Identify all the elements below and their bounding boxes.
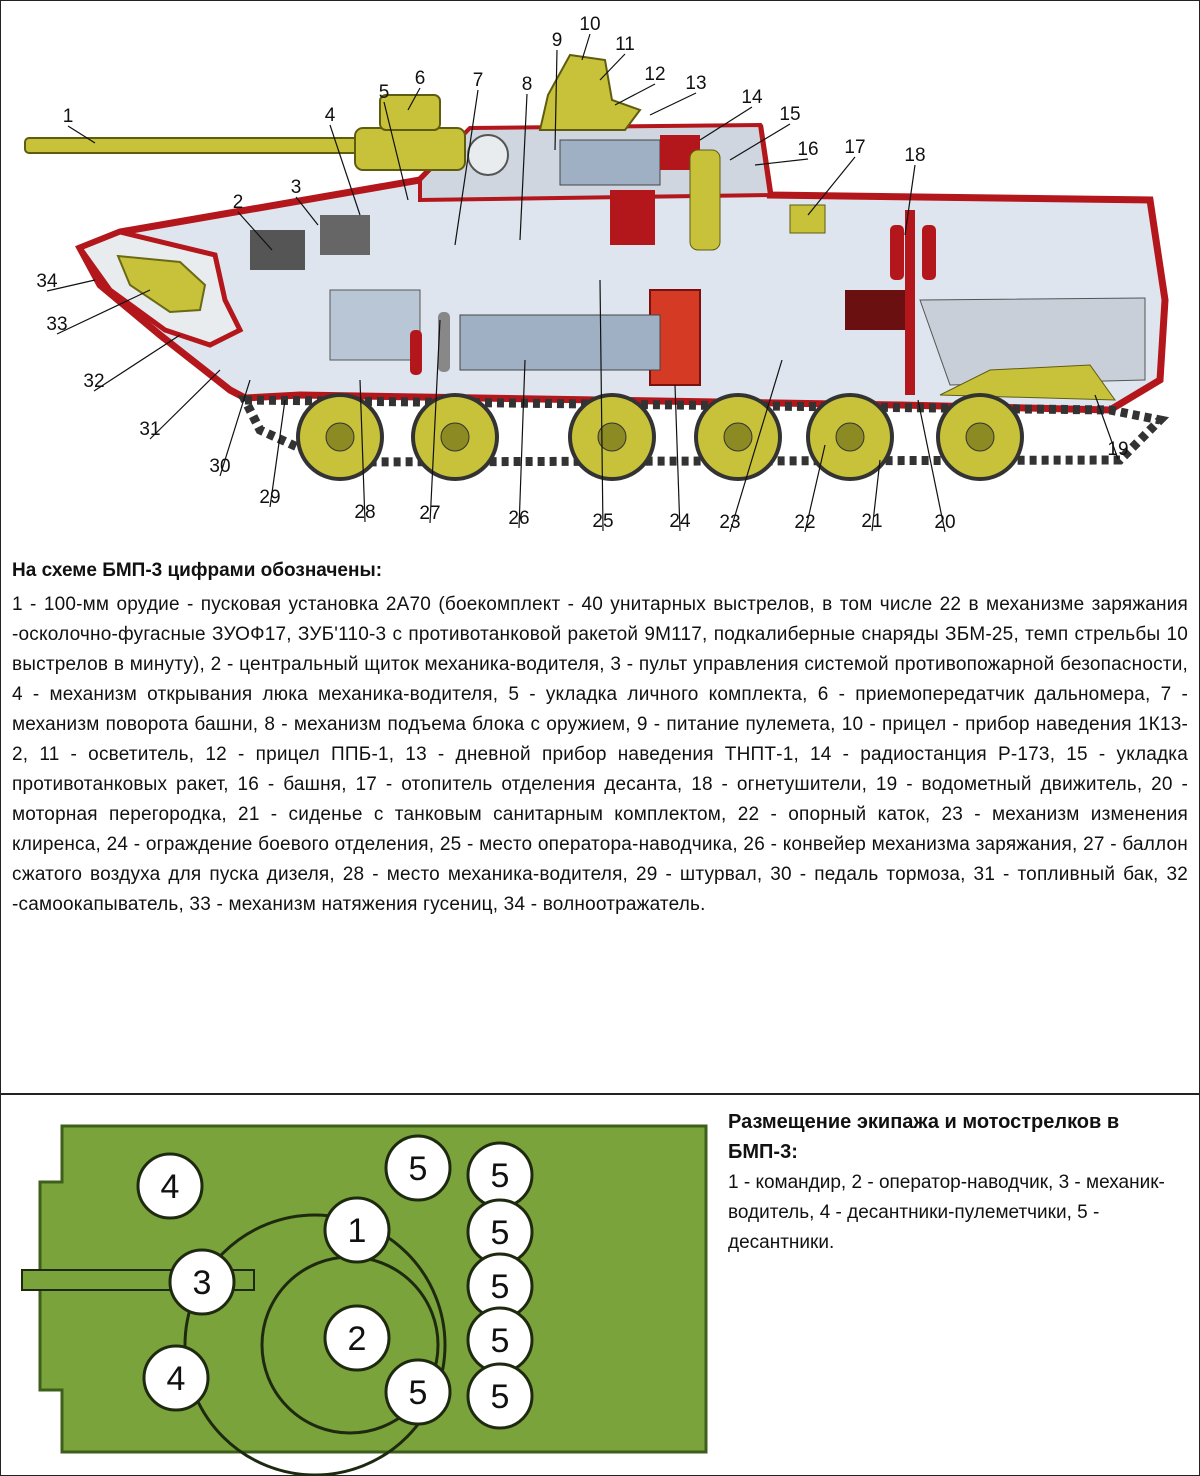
callout-number: 24 [669, 511, 691, 532]
callout-number: 6 [414, 68, 426, 89]
sight-block [540, 55, 640, 130]
section-divider [0, 1093, 1200, 1095]
callout-number: 28 [354, 502, 376, 523]
callout-number: 2 [232, 192, 244, 213]
wheel-hub [836, 423, 864, 451]
seat-number: 3 [192, 1264, 212, 1302]
callout-number: 10 [579, 14, 601, 35]
callout-number: 16 [797, 139, 819, 160]
callout-number: 32 [83, 371, 105, 392]
callout-number: 12 [644, 64, 666, 85]
seat-number: 5 [490, 1322, 510, 1360]
callout-number: 3 [290, 177, 302, 198]
callout-leader-line [650, 93, 696, 115]
seat-number: 2 [347, 1320, 367, 1358]
callout-number: 29 [259, 487, 281, 508]
seat-number: 5 [408, 1150, 428, 1188]
crew-title: Размещение экипажа и мотострелков в БМП-3: [728, 1111, 1120, 1163]
crew-text: 1 - командир, 2 - оператор-наводчик, 3 - механик-водитель, 4 - десантники-пулеметчики, 5 - десантники. [728, 1172, 1165, 1253]
callout-number: 7 [472, 70, 484, 91]
callout-number: 18 [904, 145, 926, 166]
callout-number: 33 [46, 314, 68, 335]
bmp3-cutaway-diagram [0, 0, 1200, 550]
callout-number: 17 [844, 137, 866, 158]
wheel-hub [326, 423, 354, 451]
callout-number: 19 [1107, 439, 1129, 460]
callout-number: 5 [378, 82, 390, 103]
seat-number: 5 [490, 1268, 510, 1306]
seat-number: 1 [347, 1212, 367, 1250]
callout-number: 34 [36, 271, 58, 292]
callout-number: 23 [719, 512, 741, 533]
crew-placement-plan [0, 1100, 720, 1476]
callout-number: 13 [685, 73, 707, 94]
callout-number: 20 [934, 512, 956, 533]
callout-number: 14 [741, 87, 763, 108]
callout-number: 11 [615, 34, 635, 55]
callout-number: 21 [861, 511, 883, 532]
wheel-hub [441, 423, 469, 451]
callout-leader-line [615, 84, 655, 105]
legend-text: 1 - 100-мм орудие - пусковая установка 2А70 (боекомплект - 40 унитарных выстрелов, в том числе 22 в механизме заряжания -осколочно-фугасные ЗУОФ17, ЗУБ'110-3 с противотанковой ракетой 9М117, подкалиберные снаряды ЗБМ-25, темп стрельбы 10 выстрелов в минуту), 2 - центральный щиток механика-водителя, 3 - пульт управления системой противопожарной безопасности, 4 - механизм открывания люка механика-водителя, 5 - укладка личного комплекта, 6 - приемопередатчик дальномера, 7 - механизм поворота башни, 8 - механизм подъема блока с оружием, 9 - питание пулемета, 10 - прицел - прибор наведения 1К13-2, 11 - осветитель, 12 - прицел ППБ-1, 13 - дневной прибор наведения ТНПТ-1, 14 - радиостанция Р-173, 15 - укладка противотанковых ракет, 16 - башня, 17 - отопитель отделения десанта, 18 - огнетушители, 19 - водометный движитель, 20 - моторная перегородка, 21 - сиденье с танковым санитарным комплектом, 22 - опорный каток, 23 - механизм изменения клиренса, 24 - ограждение боевого отделения, 25 - место оператора-наводчика, 26 - конвейер механизма заряжания, 27 - баллон сжатого воздуха для пуска дизеля, 28 - место механика-водителя, 29 - штурвал, 30 - педаль тормоза, 31 - топливный бак, 32 -самоокапыватель, 33 - механизм натяжения гусениц, 34 - волноотражатель. [12, 594, 1188, 915]
callout-leader-line [94, 335, 180, 391]
callout-number: 1 [62, 106, 74, 127]
seat-number: 5 [490, 1378, 510, 1416]
callout-leader-line [582, 34, 590, 60]
seat-number: 5 [490, 1214, 510, 1252]
callout-number: 22 [794, 512, 816, 533]
callout-number: 31 [139, 419, 161, 440]
seat-number: 5 [408, 1374, 428, 1412]
wheel-hub [966, 423, 994, 451]
callout-number: 4 [324, 105, 336, 126]
seat-number: 5 [490, 1157, 510, 1195]
callout-number: 27 [419, 503, 441, 524]
callout-number: 30 [209, 456, 231, 477]
callout-number: 9 [551, 30, 563, 51]
callout-number: 25 [592, 511, 614, 532]
legend-title: На схеме БМП-3 цифрами обозначены: [12, 560, 383, 581]
callout-number: 26 [508, 508, 530, 529]
callout-number: 15 [779, 104, 801, 125]
seat-number: 4 [166, 1360, 186, 1398]
callout-number: 8 [521, 74, 533, 95]
wheel-hub [724, 423, 752, 451]
seat-number: 4 [160, 1168, 180, 1206]
